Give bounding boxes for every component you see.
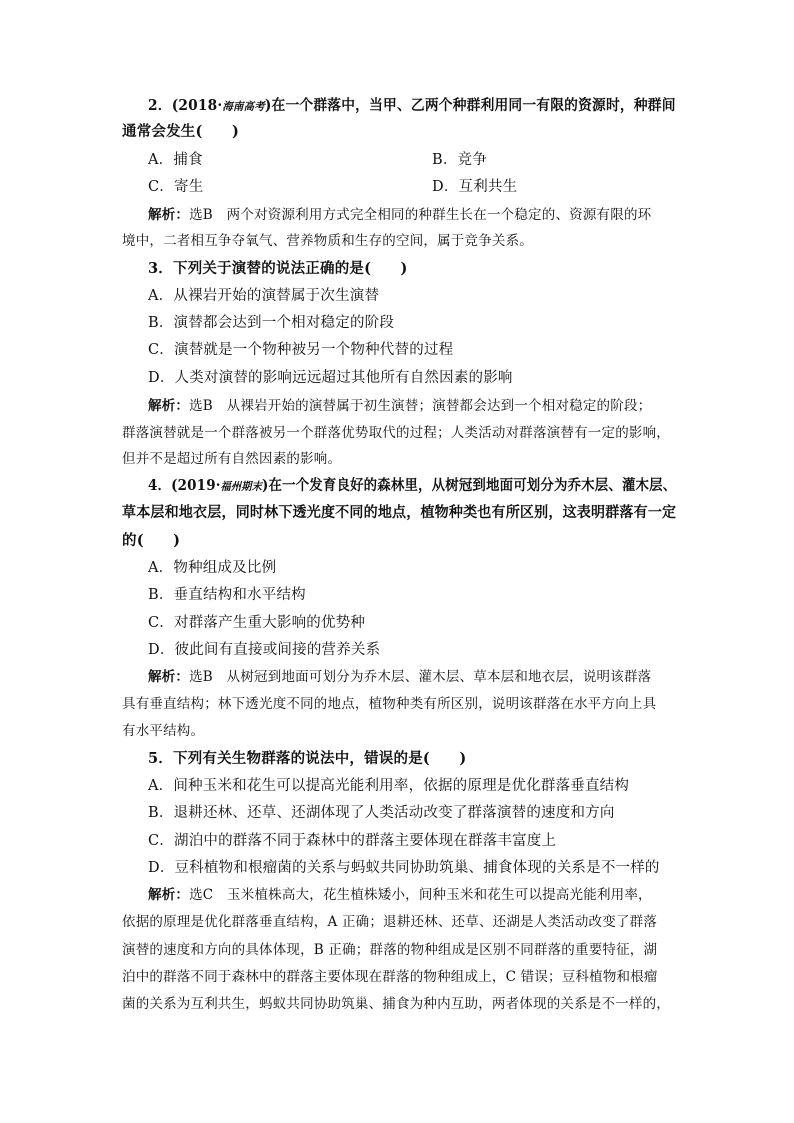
q5-answer-choice: 选C <box>189 887 214 903</box>
q4-source-suffix: ) <box>261 477 269 494</box>
q4-stem-line1 <box>148 476 676 497</box>
q5-option-a: A．间种玉米和花生可以提高光能利用率，依据的原理是优化群落垂直结构 <box>148 778 630 794</box>
q5-answer-line3: 演替的速度和方向的具体体现，B 正确；群落的物种组成是区别不同群落的重要特征，湖 <box>122 942 658 958</box>
q5-answer-text: 玉米植株高大，花生植株矮小，间种玉米和花生可以提高光能利用率， <box>227 887 652 903</box>
q2-source-prefix: (2018· <box>171 97 223 114</box>
q2-stem-text: 在一个群落中，当甲、乙两个种群利用同一有限的资源时，种群间 <box>271 97 676 114</box>
q2-stem-line2: 通常会发生( ) <box>122 123 240 140</box>
q2-option-a: A．捕食 <box>148 152 203 168</box>
q4-answer-text: 从树冠到地面可划分为乔木层、灌木层、草本层和地衣层，说明该群落 <box>226 669 652 685</box>
q5-option-c: C．湖泊中的群落不同于森林中的群落主要体现在群落丰富度上 <box>148 833 557 849</box>
q3-stem: 3．下列关于演替的说法正确的是( ) <box>148 260 408 277</box>
q2-answer-text: 两个对资源利用方式完全相同的种群生长在一个稳定的、资源有限的环 <box>226 207 652 223</box>
q4-stem-line2: 草本层和地衣层，同时林下透光度不同的地点，植物种类也有所区别，这表明群落有一定 <box>122 504 677 521</box>
q2-option-c: C．寄生 <box>148 179 204 195</box>
q5-option-d: D．豆科植物和根瘤菌的关系与蚂蚁共同协助筑巢、捕食体现的关系是不一样的 <box>148 860 660 876</box>
q2-option-d: D．互利共生 <box>432 179 518 195</box>
q5-stem: 5．下列有关生物群落的说法中，错误的是( ) <box>148 750 467 767</box>
q4-stem-text: 在一个发育良好的森林里，从树冠到地面可划分为乔木层、灌木层、 <box>268 477 677 494</box>
q4-answer-line1 <box>148 667 651 687</box>
q2-number: 2． <box>148 97 172 114</box>
q3-option-a: A．从裸岩开始的演替属于次生演替 <box>148 288 380 304</box>
q2-source-suffix: ) <box>264 97 272 114</box>
q2-answer-line1 <box>148 205 651 225</box>
q5-answer-label: 解析： <box>148 887 190 903</box>
q4-number: 4． <box>148 477 172 494</box>
q3-option-b: B．演替都会达到一个相对稳定的阶段 <box>148 315 395 331</box>
q4-source: 福州期末 <box>220 480 262 493</box>
q4-answer-line3: 有水平结构。 <box>122 723 205 739</box>
q3-answer-text: 从裸岩开始的演替属于初生演替；演替都会达到一个相对稳定的阶段； <box>226 398 652 414</box>
q5-answer-line2: 依据的原理是优化群落垂直结构，A 正确；退耕还林、还草、还湖是人类活动改变了群落 <box>122 914 658 930</box>
q3-answer-choice: 选B <box>189 398 213 414</box>
q4-option-c: C．对群落产生重大影响的优势种 <box>148 615 366 631</box>
q4-answer-choice: 选B <box>189 669 213 685</box>
q2-answer-line2: 境中，二者相互争夺氧气、营养物质和生存的空间，属于竞争关系。 <box>122 233 533 249</box>
q2-stem-line1 <box>148 96 676 117</box>
q2-answer-choice: 选B <box>189 207 213 223</box>
q4-stem-line3: 的( ) <box>122 532 181 549</box>
q5-answer-line5: 菌的关系为互利共生，蚂蚁共同协助筑巢、捕食为种内互助，两者体现的关系是不一样的， <box>122 996 670 1012</box>
q4-option-b: B．垂直结构和水平结构 <box>148 587 306 603</box>
q4-option-d: D．彼此间有直接或间接的营养关系 <box>148 642 381 658</box>
q3-answer-label: 解析： <box>148 398 190 414</box>
q4-answer-label: 解析： <box>148 669 190 685</box>
q2-option-b: B．竞争 <box>432 152 487 168</box>
q5-answer-line1 <box>148 885 652 905</box>
q3-option-c: C．演替就是一个物种被另一个物种代替的过程 <box>148 342 454 358</box>
q2-answer-label: 解析： <box>148 207 190 223</box>
q4-answer-line2: 具有垂直结构；林下透光度不同的地点，植物种类有所区别，说明该群落在水平方向上具 <box>122 696 657 712</box>
q3-answer-line2: 群落演替就是一个群落被另一个群落优势取代的过程；人类活动对群落演替有一定的影响， <box>122 425 670 441</box>
q3-answer-line3: 但并不是超过所有自然因素的影响。 <box>122 451 342 467</box>
q4-source-prefix: (2019· <box>171 477 221 494</box>
q4-option-a: A．物种组成及比例 <box>148 560 277 576</box>
q5-option-b: B．退耕还林、还草、还湖体现了人类活动改变了群落演替的速度和方向 <box>148 805 615 821</box>
q3-option-d: D．人类对演替的影响远远超过其他所有自然因素的影响 <box>148 370 513 386</box>
q5-answer-line4: 泊中的群落不同于森林中的群落主要体现在群落的物种组成上，C 错误；豆科植物和根瘤 <box>122 969 658 985</box>
q3-answer-line1 <box>148 396 651 416</box>
q2-source: 海南高考 <box>222 100 265 113</box>
